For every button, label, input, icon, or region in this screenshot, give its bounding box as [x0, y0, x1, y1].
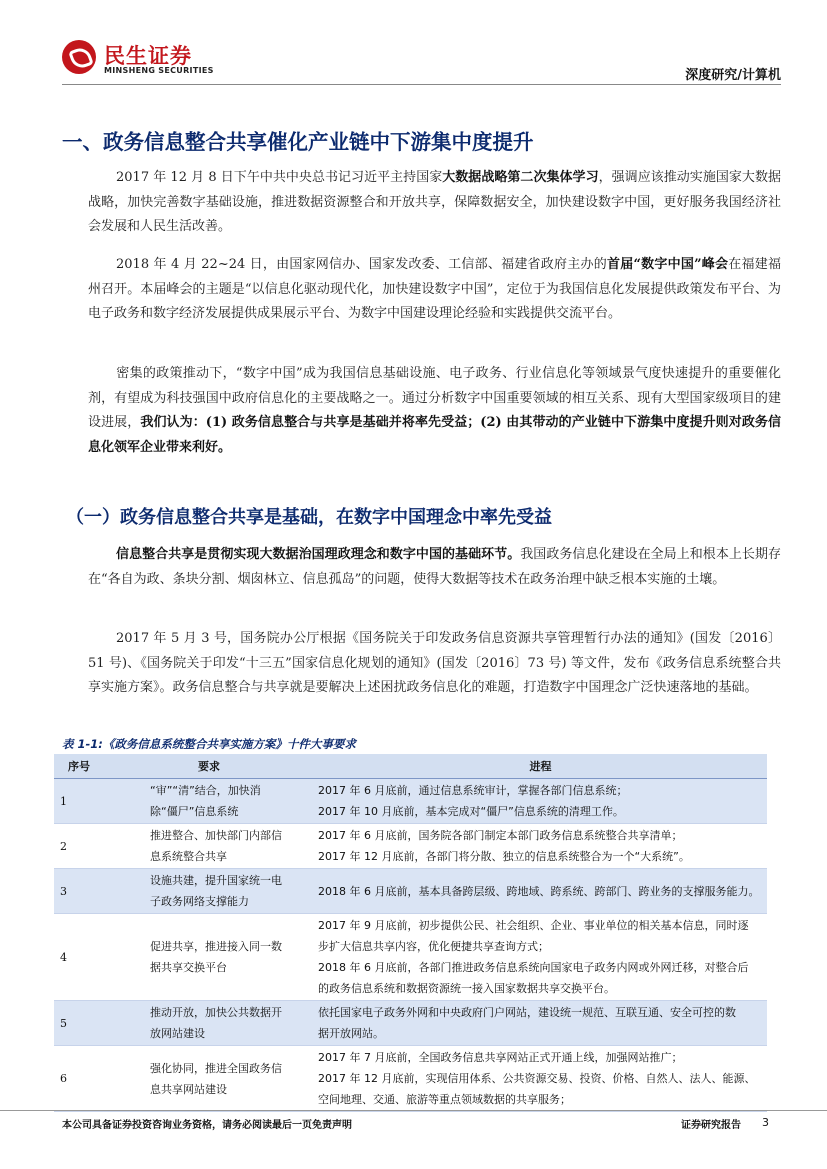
progress-line: 的政务信息系统和数据资源统一接入国家数据共享交换平台。 [318, 982, 615, 995]
bold-text-run: 大数据战略第二次集体学习 [442, 170, 599, 185]
row-number: 6 [54, 1046, 104, 1112]
logo-chinese-name: 民生证券 [104, 44, 192, 68]
requirement-line: 促进共享，推进接入同一数 [150, 940, 282, 953]
logo-mark-icon [62, 40, 96, 74]
text-run: 在福建福州召开。本届峰会的主题是“以信息化驱动现代化，加快建设数字中国”，定位于为我国信息化发展提供政策发布平台、为电子政务和数字经济发展提供成果展示平台、为数字中国建设理论经验和实践提供交流平台。 [88, 257, 781, 322]
row-requirement [104, 914, 314, 1001]
requirement-line: 子政务网络支撑能力 [150, 895, 249, 908]
text-run: 我国政务信息化建设在全局上和根本上长期存在“各自为政、条块分割、烟囱林立、信息孤岛”的问题，使得大数据等技术在政务治理中缺乏根本实施的土壤。 [88, 547, 781, 587]
row-progress [314, 824, 767, 869]
text-run: 2017 年 5 月 3 号，国务院办公厅根据《国务院关于印发政务信息资源共享管理暂行办法的通知》(国发〔2016〕51 号)、《国务院关于印发“十三五”国家信息化规划的通知》(国发〔2016〕73 号) 等文件，发布《政务信息系统整合共享实施方案》。政务信息整合与共享就是要解决上述困扰政务信息化的难题，打造数字中国理念广泛快速落地的基础。 [88, 631, 781, 696]
progress-line: 2017 年 12 月底前，各部门将分散、独立的信息系统整合为一个“大系统”。 [318, 850, 690, 863]
text-run: 密集的政策推动下，“数字中国”成为我国信息基础设施、电子政务、行业信息化等领域景气度快速提升的重要催化剂，有望成为科技强国中政府信息化的主要战略之一。通过分析数字中国重要领域的相互关系、现有大型国家级项目的建设进展， [88, 366, 781, 431]
progress-line: 2018 年 6 月底前，各部门推进政务信息系统向国家电子政务内网或外网迁移，对整合后 [318, 961, 749, 974]
progress-line: 据开放网站。 [318, 1027, 384, 1040]
progress-line: 2017 年 7 月底前，全国政务信息共享网站正式开通上线，加强网站推广； [318, 1051, 683, 1064]
row-requirement [104, 779, 314, 824]
progress-line: 2017 年 10 月底前，基本完成对“僵尸”信息系统的清理工作。 [318, 805, 624, 818]
table-row [54, 779, 767, 824]
progress-line: 步扩大信息共享内容，优化便捷共享查询方式； [318, 940, 549, 953]
bold-text-run: 信息整合共享是贯彻实现大数据治国理政理念和数字中国的基础环节。 [116, 547, 521, 562]
row-number: 4 [54, 914, 104, 1001]
table-row [54, 1001, 767, 1046]
row-progress [314, 869, 767, 914]
requirement-line: 推动开放，加快公共数据开 [150, 1006, 282, 1019]
row-progress [314, 1046, 767, 1112]
requirement-line: 强化协同，推进全国政务信 [150, 1061, 282, 1075]
row-requirement [104, 1001, 314, 1046]
row-requirement [104, 869, 314, 914]
page-footer [0, 1110, 827, 1169]
table-row [54, 869, 767, 914]
logo-english-name: MINSHENG SECURITIES [104, 66, 214, 75]
requirement-line: 设施共建，提升国家统一电 [150, 874, 282, 887]
progress-line: 2017 年 12 月底前，实现信用体系、公共资源交易、投资、价格、自然人、法人、能源、 [318, 1072, 756, 1085]
footer-divider [0, 1110, 827, 1111]
paragraph-2 [88, 253, 781, 327]
text-run: 2018 年 4 月 22~24 日，由国家网信办、国家发改委、工信部、福建省政府主办的 [116, 257, 607, 272]
paragraph-3 [88, 362, 781, 460]
requirement-line: 息共享网站建设 [150, 1082, 227, 1096]
row-progress [314, 1001, 767, 1046]
table-row [54, 914, 767, 1001]
page-number: 3 [762, 1116, 769, 1129]
progress-line: 2018 年 6 月底前，基本具备跨层级、跨地域、跨系统、跨部门、跨业务的支撑服务能力。 [318, 884, 760, 898]
section-heading-1: 一、政务信息整合共享催化产业链中下游集中度提升 [62, 130, 534, 154]
progress-line: 依托国家电子政务外网和中央政府门户网站，建设统一规范、互联互通、安全可控的数 [318, 1006, 736, 1019]
progress-line: 2017 年 9 月底前，初步提供公民、社会组织、企业、事业单位的相关基本信息，同时逐 [318, 919, 749, 932]
paragraph-4 [88, 543, 781, 592]
row-number: 5 [54, 1001, 104, 1046]
progress-line: 空间地理、交通、旅游等重点领域数据的共享服务； [318, 1093, 571, 1106]
row-progress [314, 779, 767, 824]
header-number: 序号 [54, 754, 104, 779]
table-header-row [54, 754, 767, 779]
requirement-line: 放网站建设 [150, 1027, 205, 1040]
header-divider [62, 84, 781, 85]
section-heading-2: （一）政务信息整合共享是基础，在数字中国理念中率先受益 [66, 507, 552, 528]
table-row [54, 824, 767, 869]
footer-disclaimer: 本公司具备证券投资咨询业务资格，请务必阅读最后一页免责声明 [62, 1120, 352, 1131]
row-number: 3 [54, 869, 104, 914]
progress-line: 2017 年 6 月底前，通过信息系统审计，掌握各部门信息系统； [318, 784, 628, 797]
header-requirement: 要求 [104, 754, 314, 779]
bold-text-run: 我们认为：(1) 政务信息整合与共享是基础并将率先受益；(2) 由其带动的产业链中下游集中度提升则对政务信息化领军企业带来利好。 [88, 415, 781, 455]
requirement-line: 除“僵尸”信息系统 [150, 805, 239, 818]
report-category: 深度研究/计算机 [685, 68, 781, 83]
row-number: 1 [54, 779, 104, 824]
requirement-line: “审”“清”结合，加快消 [150, 784, 261, 797]
header-progress: 进程 [314, 754, 767, 779]
paragraph-1 [88, 166, 781, 240]
table-row [54, 1046, 767, 1112]
row-progress [314, 914, 767, 1001]
text-run: ，强调应该推动实施国家大数据战略，加快完善数字基础设施，推进数据资源整合和开放共享，保障数据安全，加快建设数字中国，更好服务我国经济社会发展和人民生活改善。 [88, 170, 781, 235]
row-requirement [104, 824, 314, 869]
row-number: 2 [54, 824, 104, 869]
row-requirement [104, 1046, 314, 1112]
text-run: 2017 年 12 月 8 日下午中共中央总书记习近平主持国家 [116, 170, 443, 185]
page-header [0, 0, 827, 90]
bold-text-run: 首届“数字中国”峰会 [606, 257, 729, 272]
requirements-table [54, 754, 767, 1112]
table-title: 表 1-1:《政务信息系统整合共享实施方案》十件大事要求 [62, 737, 356, 751]
paragraph-5 [88, 627, 781, 701]
requirement-line: 据共享交换平台 [150, 961, 227, 974]
footer-report-type: 证券研究报告 [681, 1120, 741, 1131]
requirement-line: 推进整合、加快部门内部信 [150, 829, 282, 842]
requirement-line: 息系统整合共享 [150, 850, 227, 863]
company-logo [62, 40, 222, 80]
progress-line: 2017 年 6 月底前，国务院各部门制定本部门政务信息系统整合共享清单； [318, 829, 683, 842]
